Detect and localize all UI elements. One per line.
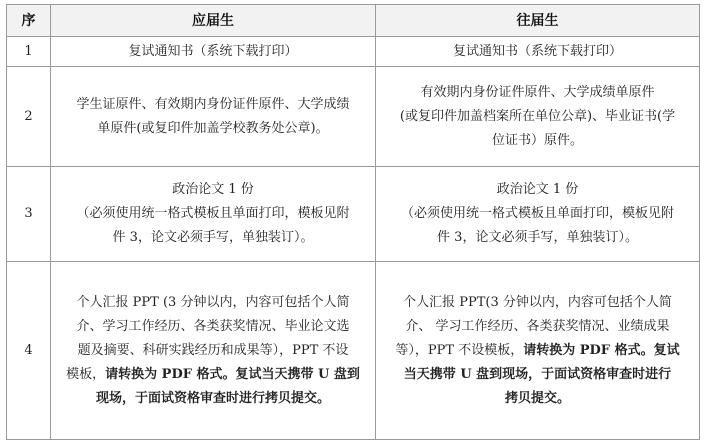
table-row (7, 37, 700, 67)
past-cell (376, 67, 700, 167)
cell-line: 个人汇报 PPT(3 分钟以内，内容可包括个人简 (403, 294, 672, 310)
header-fresh-graduates: 应届生 (51, 5, 376, 37)
cell-line-mixed (57, 363, 369, 387)
header-seq: 序 (7, 5, 51, 37)
table-row (7, 262, 700, 440)
cell-line: （必须使用统一格式模板且单面打印，模板见附 (400, 206, 674, 221)
fresh-cell (51, 67, 376, 167)
cell-line: 学生证原件、有效期内身份证件原件、大学成绩 (76, 96, 350, 112)
cell-text: 模板， (66, 366, 106, 382)
row-seq: 1 (7, 37, 51, 67)
header-past-graduates: 往届生 (376, 5, 700, 37)
cell-line: 件 3，论文必须手写，单独装订）。 (112, 230, 314, 245)
header-row (7, 5, 700, 37)
row-seq: 3 (7, 167, 51, 262)
cell-line: 介、 学习工作经历、各类获奖情况、业绩成果 (405, 318, 670, 334)
bold-notice-text: 现场，于面试资格审查时进行拷贝提交。 (95, 390, 330, 406)
bold-notice-text: 当天携带 U 盘到现场，于面试资格审查时进行 (403, 366, 672, 382)
cell-line: 复试通知书（系统下载打印） (452, 43, 622, 59)
cell-line: 介、学习工作经历、各类获奖情况、毕业论文选 (76, 318, 350, 334)
fresh-cell (51, 37, 376, 67)
fresh-cell (51, 262, 376, 440)
cell-line: （必须使用统一格式模板且单面打印，模板见附 (76, 206, 350, 221)
cell-line: 题及摘要、科研实践经历和成果等），PPT 不设 (77, 342, 349, 358)
cell-line: 政治论文 1 份 (172, 182, 254, 197)
bold-notice-text: 请转换为 PDF 格式。复试当天携带 U 盘到 (105, 366, 360, 382)
table-row (7, 67, 700, 167)
row-seq: 2 (7, 67, 51, 167)
cell-line: 单原件(或复印件加盖学校教务处公章)。 (97, 120, 329, 136)
cell-line: 位证书）原件。 (491, 132, 583, 148)
cell-line-mixed (382, 339, 693, 363)
past-cell (376, 167, 700, 262)
bold-notice-text: 拷贝提交。 (504, 390, 570, 406)
cell-line: 政治论文 1 份 (496, 182, 579, 197)
cell-line: 个人汇报 PPT (3 分钟以内，内容可包括个人简 (76, 294, 350, 310)
table-row (7, 167, 700, 262)
cell-line: (或复印件加盖档案所在单位公章)、毕业证书(学 (399, 108, 676, 124)
requirements-table (6, 4, 700, 440)
cell-line: 件 3，论文必须手写，单独装订）。 (437, 230, 638, 245)
bold-notice-text: 请转换为 PDF 格式。复试 (523, 342, 680, 358)
past-cell (376, 262, 700, 440)
cell-text: 等），PPT 不设模板， (395, 342, 524, 358)
cell-line: 有效期内身份证件原件、大学成绩单原件 (420, 84, 655, 100)
row-seq: 4 (7, 262, 51, 440)
cell-line: 复试通知书（系统下载打印） (128, 43, 298, 59)
past-cell (376, 37, 700, 67)
fresh-cell (51, 167, 376, 262)
